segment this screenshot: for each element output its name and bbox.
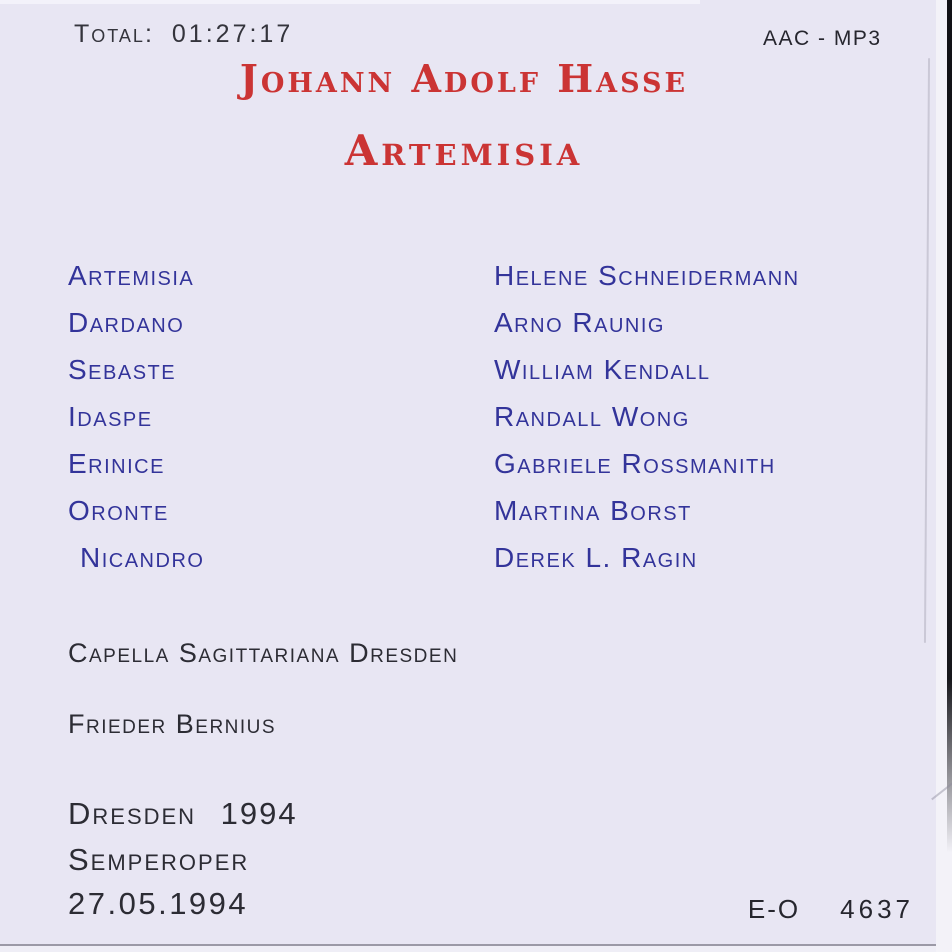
- event-city-year: Dresden 1994: [68, 796, 298, 831]
- cast-role: Idaspe: [68, 401, 153, 432]
- scan-edge-top: [0, 0, 700, 4]
- event-date: 27.05.1994: [68, 886, 249, 921]
- scan-edge-bottom-paper: [0, 946, 936, 952]
- audio-format-label: AAC - MP3: [763, 27, 882, 50]
- cast-row-erinice: [0, 440, 952, 487]
- cast-role: Erinice: [68, 448, 165, 479]
- cast-role: Artemisia: [68, 260, 195, 291]
- cast-performer: Martina Borst: [494, 495, 692, 526]
- cast-row-artemisia: [0, 252, 952, 299]
- cast-performer: Arno Raunig: [494, 307, 665, 338]
- total-label: Total:: [74, 20, 154, 48]
- cast-list: [0, 252, 952, 581]
- cast-role: Nicandro: [80, 542, 205, 573]
- cast-performer: Helene Schneidermann: [494, 260, 800, 291]
- event-venue: Semperoper: [68, 842, 250, 877]
- cast-performer: Gabriele Rossmanith: [494, 448, 776, 479]
- catalog-prefix: E-O: [747, 894, 801, 924]
- ensemble-name: Capella Sagittariana Dresden: [68, 638, 459, 668]
- catalog-number-line: [748, 894, 914, 925]
- conductor-name: Frieder Bernius: [68, 709, 277, 739]
- composer-title: Johann Adolf Hasse: [239, 56, 689, 101]
- cast-role: Oronte: [68, 495, 169, 526]
- cast-performer: Randall Wong: [494, 401, 690, 432]
- scan-edge-right-shadow: [947, 0, 952, 870]
- total-duration: [74, 20, 293, 49]
- scan-edge-bottom-line: [0, 944, 936, 946]
- cast-row-sebaste: [0, 346, 952, 393]
- cast-row-idaspe: [0, 393, 952, 440]
- total-time: 01:27:17: [171, 20, 294, 48]
- cast-row-oronte: [0, 487, 952, 534]
- cast-performer: William Kendall: [494, 354, 711, 385]
- cast-role: Sebaste: [68, 354, 177, 385]
- cast-row-nicandro: [0, 534, 952, 581]
- cast-row-dardano: [0, 299, 952, 346]
- catalog-number: 4637: [840, 894, 914, 924]
- cast-performer: Derek L. Ragin: [494, 542, 698, 573]
- cast-role: Dardano: [68, 307, 185, 338]
- work-title: Artemisia: [344, 126, 584, 175]
